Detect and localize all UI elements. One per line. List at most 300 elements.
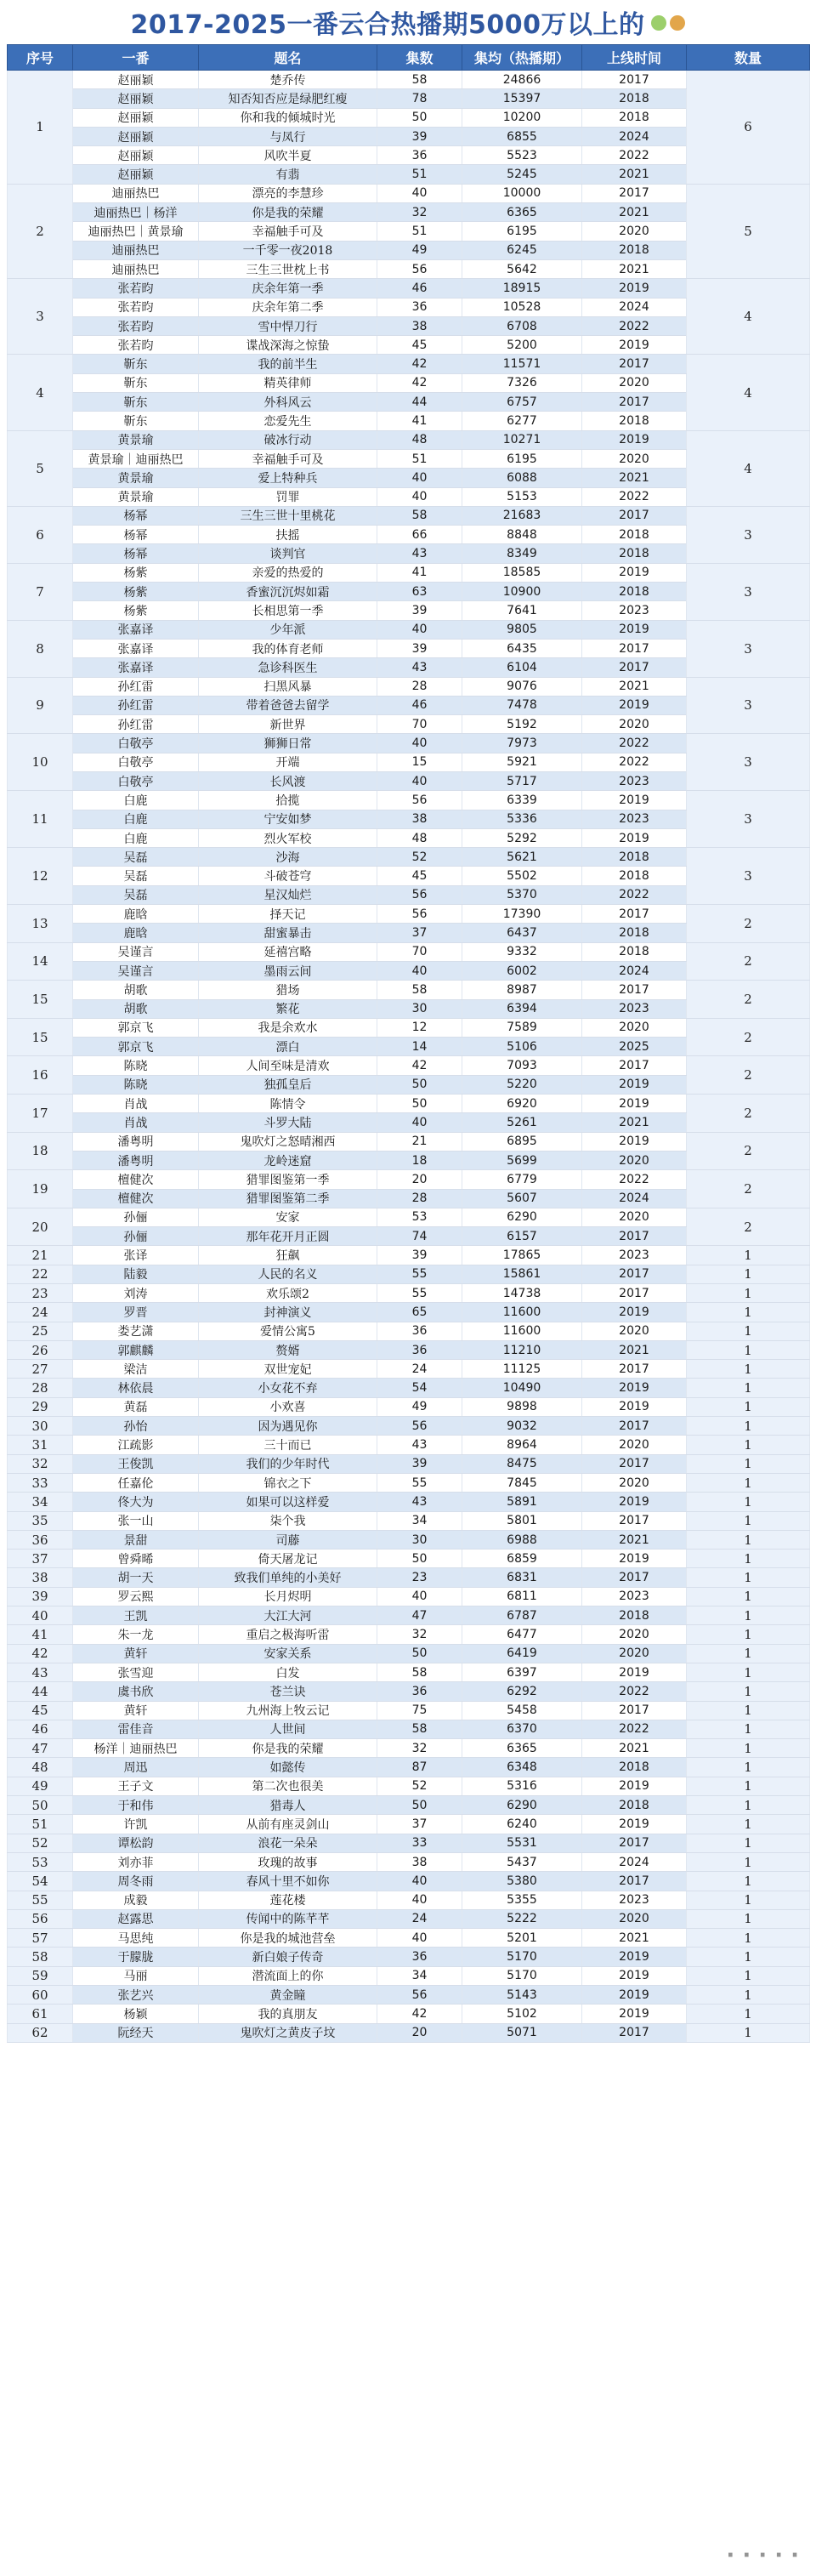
avg-cell: 6920 <box>462 1095 582 1113</box>
avg-cell: 5143 <box>462 1985 582 2004</box>
drama-cell: 幸福触手可及 <box>199 449 377 468</box>
table-row <box>8 430 810 449</box>
table-row <box>8 1587 810 1606</box>
lead-cell: 胡歌 <box>73 999 199 1018</box>
episodes-cell: 52 <box>377 848 462 867</box>
year-cell: 2019 <box>582 1966 687 1985</box>
episodes-cell: 56 <box>377 791 462 810</box>
year-cell: 2017 <box>582 639 687 657</box>
episodes-cell: 41 <box>377 412 462 430</box>
lead-cell: 马丽 <box>73 1966 199 1985</box>
episodes-cell: 58 <box>377 1720 462 1738</box>
avg-cell: 6437 <box>462 924 582 942</box>
table-row <box>8 2005 810 2023</box>
lead-cell: 靳东 <box>73 373 199 392</box>
episodes-cell: 28 <box>377 1189 462 1208</box>
count-cell: 4 <box>687 279 810 355</box>
drama-cell: 玫瑰的故事 <box>199 1852 377 1871</box>
episodes-cell: 47 <box>377 1606 462 1625</box>
year-cell: 2018 <box>582 544 687 563</box>
lead-cell: 白敬亭 <box>73 734 199 753</box>
lead-cell: 赵丽颖 <box>73 165 199 184</box>
lead-cell: 赵丽颖 <box>73 89 199 108</box>
year-cell: 2018 <box>582 1606 687 1625</box>
table-row <box>8 1834 810 1852</box>
drama-cell: 安家关系 <box>199 1644 377 1663</box>
drama-cell: 潜流面上的你 <box>199 1966 377 1985</box>
episodes-cell: 51 <box>377 222 462 241</box>
drama-cell: 星汉灿烂 <box>199 885 377 904</box>
avg-cell: 6348 <box>462 1758 582 1777</box>
count-cell: 1 <box>687 1511 810 1530</box>
lead-cell: 张若昀 <box>73 279 199 298</box>
rank-cell: 23 <box>8 1284 73 1303</box>
drama-cell: 鬼吹灯之黄皮子坟 <box>199 2023 377 2042</box>
year-cell: 2020 <box>582 1018 687 1037</box>
episodes-cell: 50 <box>377 1796 462 1815</box>
rank-cell: 1 <box>8 71 73 185</box>
lead-cell: 陈晓 <box>73 1075 199 1094</box>
episodes-cell: 65 <box>377 1303 462 1322</box>
avg-cell: 8964 <box>462 1436 582 1454</box>
table-row <box>8 791 810 810</box>
rank-cell: 25 <box>8 1322 73 1340</box>
avg-cell: 5502 <box>462 867 582 885</box>
rank-cell: 11 <box>8 791 73 848</box>
count-cell: 1 <box>687 1550 810 1568</box>
drama-cell: 漂亮的李慧珍 <box>199 184 377 202</box>
rank-cell: 12 <box>8 848 73 905</box>
avg-cell: 6811 <box>462 1587 582 1606</box>
rank-cell: 28 <box>8 1379 73 1397</box>
avg-cell: 5200 <box>462 336 582 355</box>
avg-cell: 5621 <box>462 848 582 867</box>
avg-cell: 6292 <box>462 1682 582 1701</box>
episodes-cell: 50 <box>377 1644 462 1663</box>
episodes-cell: 70 <box>377 715 462 734</box>
avg-cell: 7093 <box>462 1056 582 1075</box>
drama-cell: 香蜜沉沉烬如霜 <box>199 583 377 601</box>
rank-cell: 21 <box>8 1246 73 1265</box>
lead-cell: 赵丽颖 <box>73 127 199 145</box>
episodes-cell: 28 <box>377 677 462 696</box>
drama-cell: 新白娘子传奇 <box>199 1948 377 1966</box>
episodes-cell: 39 <box>377 601 462 620</box>
avg-cell: 11600 <box>462 1322 582 1340</box>
episodes-cell: 52 <box>377 1777 462 1795</box>
table-row <box>8 355 810 373</box>
avg-cell: 9805 <box>462 620 582 639</box>
drama-cell: 繁花 <box>199 999 377 1018</box>
lead-cell: 王凯 <box>73 1606 199 1625</box>
episodes-cell: 40 <box>377 487 462 506</box>
count-cell: 3 <box>687 506 810 563</box>
drama-cell: 猎场 <box>199 981 377 999</box>
table-row <box>8 1284 810 1303</box>
lead-cell: 曾舜晞 <box>73 1550 199 1568</box>
drama-cell: 我的体育老师 <box>199 639 377 657</box>
lead-cell: 黄景瑜 <box>73 430 199 449</box>
drama-cell: 双世宠妃 <box>199 1360 377 1379</box>
avg-cell: 6435 <box>462 639 582 657</box>
lead-cell: 王俊凯 <box>73 1454 199 1473</box>
episodes-cell: 56 <box>377 885 462 904</box>
episodes-cell: 40 <box>377 620 462 639</box>
rank-cell: 38 <box>8 1568 73 1587</box>
avg-cell: 5891 <box>462 1493 582 1511</box>
avg-cell: 24866 <box>462 71 582 89</box>
drama-cell: 你是我的荣耀 <box>199 1739 377 1758</box>
year-cell: 2019 <box>582 1132 687 1151</box>
avg-cell: 15397 <box>462 89 582 108</box>
avg-cell: 6290 <box>462 1208 582 1226</box>
year-cell: 2022 <box>582 1682 687 1701</box>
episodes-cell: 20 <box>377 2023 462 2042</box>
rank-cell: 22 <box>8 1265 73 1283</box>
avg-cell: 9898 <box>462 1397 582 1416</box>
drama-cell: 谈判官 <box>199 544 377 563</box>
rank-cell: 59 <box>8 1966 73 1985</box>
episodes-cell: 66 <box>377 526 462 544</box>
count-cell: 2 <box>687 1095 810 1133</box>
count-cell: 1 <box>687 1284 810 1303</box>
episodes-cell: 37 <box>377 1815 462 1834</box>
table-row <box>8 1056 810 1075</box>
episodes-cell: 40 <box>377 734 462 753</box>
rank-cell: 30 <box>8 1417 73 1436</box>
rank-cell: 15 <box>8 981 73 1019</box>
lead-cell: 谭松韵 <box>73 1834 199 1852</box>
year-cell: 2022 <box>582 146 687 165</box>
drama-cell: 扶摇 <box>199 526 377 544</box>
drama-cell: 白发 <box>199 1663 377 1681</box>
drama-cell: 猎罪图鉴第一季 <box>199 1170 377 1189</box>
count-cell: 2 <box>687 981 810 1019</box>
year-cell: 2024 <box>582 961 687 980</box>
rank-cell: 27 <box>8 1360 73 1379</box>
rank-cell: 55 <box>8 1891 73 1909</box>
lead-cell: 杨紫 <box>73 583 199 601</box>
count-cell: 3 <box>687 620 810 677</box>
episodes-cell: 44 <box>377 393 462 412</box>
lead-cell: 吴谨言 <box>73 942 199 961</box>
year-cell: 2023 <box>582 1891 687 1909</box>
count-cell: 6 <box>687 71 810 185</box>
rank-cell: 50 <box>8 1796 73 1815</box>
count-cell: 2 <box>687 1132 810 1170</box>
lead-cell: 郭麒麟 <box>73 1340 199 1359</box>
drama-cell: 狮狮日常 <box>199 734 377 753</box>
drama-cell: 庆余年第一季 <box>199 279 377 298</box>
avg-cell: 5921 <box>462 753 582 771</box>
year-cell: 2020 <box>582 1436 687 1454</box>
rank-cell: 14 <box>8 942 73 981</box>
lead-cell: 赵丽颖 <box>73 108 199 127</box>
drama-cell: 斗破苍穹 <box>199 867 377 885</box>
year-cell: 2017 <box>582 1568 687 1587</box>
avg-cell: 21683 <box>462 506 582 525</box>
drama-cell: 甜蜜暴击 <box>199 924 377 942</box>
count-cell: 1 <box>687 1985 810 2004</box>
drama-cell: 狂飙 <box>199 1246 377 1265</box>
drama-cell: 第二次也很美 <box>199 1777 377 1795</box>
episodes-cell: 45 <box>377 867 462 885</box>
episodes-cell: 30 <box>377 1530 462 1549</box>
drama-cell: 猎罪图鉴第二季 <box>199 1189 377 1208</box>
drama-cell: 致我们单纯的小美好 <box>199 1568 377 1587</box>
drama-cell: 长月烬明 <box>199 1587 377 1606</box>
episodes-cell: 43 <box>377 544 462 563</box>
year-cell: 2022 <box>582 734 687 753</box>
avg-cell: 14738 <box>462 1284 582 1303</box>
lead-cell: 杨洋｜迪丽热巴 <box>73 1739 199 1758</box>
avg-cell: 6831 <box>462 1568 582 1587</box>
drama-cell: 三十而已 <box>199 1436 377 1454</box>
avg-cell: 5523 <box>462 146 582 165</box>
year-cell: 2020 <box>582 1909 687 1928</box>
episodes-cell: 36 <box>377 298 462 316</box>
episodes-cell: 40 <box>377 1587 462 1606</box>
drama-cell: 庆余年第二季 <box>199 298 377 316</box>
lead-cell: 任嘉伦 <box>73 1473 199 1492</box>
count-cell: 1 <box>687 1948 810 1966</box>
avg-cell: 11210 <box>462 1340 582 1359</box>
episodes-cell: 15 <box>377 753 462 771</box>
table-row <box>8 1985 810 2004</box>
lead-cell: 吴磊 <box>73 885 199 904</box>
watermark: · · · · · <box>726 2543 799 2568</box>
lead-cell: 白鹿 <box>73 828 199 847</box>
year-cell: 2023 <box>582 601 687 620</box>
avg-cell: 5316 <box>462 1777 582 1795</box>
lead-cell: 潘粤明 <box>73 1151 199 1169</box>
drama-cell: 陈情令 <box>199 1095 377 1113</box>
episodes-cell: 51 <box>377 165 462 184</box>
rank-cell: 8 <box>8 620 73 677</box>
table-row <box>8 1701 810 1720</box>
table-row <box>8 1550 810 1568</box>
drama-cell: 我们的少年时代 <box>199 1454 377 1473</box>
episodes-cell: 40 <box>377 184 462 202</box>
year-cell: 2017 <box>582 1417 687 1436</box>
drama-cell: 那年花开月正圆 <box>199 1227 377 1246</box>
drama-cell: 外科风云 <box>199 393 377 412</box>
year-cell: 2024 <box>582 1189 687 1208</box>
episodes-cell: 43 <box>377 1493 462 1511</box>
avg-cell: 6787 <box>462 1606 582 1625</box>
table-row <box>8 1891 810 1909</box>
lead-cell: 孙红雷 <box>73 715 199 734</box>
drama-cell: 赘婿 <box>199 1340 377 1359</box>
year-cell: 2017 <box>582 658 687 677</box>
rank-cell: 60 <box>8 1985 73 2004</box>
table-row <box>8 1018 810 1037</box>
drama-cell: 开端 <box>199 753 377 771</box>
drama-cell: 精英律师 <box>199 373 377 392</box>
avg-cell: 5102 <box>462 2005 582 2023</box>
year-cell: 2022 <box>582 1720 687 1738</box>
lead-cell: 潘粤明 <box>73 1132 199 1151</box>
drama-cell: 春风十里不如你 <box>199 1872 377 1891</box>
count-cell: 1 <box>687 1417 810 1436</box>
lead-cell: 林依晨 <box>73 1379 199 1397</box>
rank-cell: 31 <box>8 1436 73 1454</box>
episodes-cell: 36 <box>377 1948 462 1966</box>
count-cell: 4 <box>687 430 810 506</box>
rank-cell: 2 <box>8 184 73 278</box>
episodes-cell: 23 <box>377 1568 462 1587</box>
episodes-cell: 36 <box>377 1682 462 1701</box>
year-cell: 2018 <box>582 89 687 108</box>
episodes-cell: 39 <box>377 1246 462 1265</box>
count-cell: 1 <box>687 1739 810 1758</box>
year-cell: 2023 <box>582 999 687 1018</box>
episodes-cell: 70 <box>377 942 462 961</box>
drama-cell: 延禧宫略 <box>199 942 377 961</box>
lead-cell: 白鹿 <box>73 810 199 828</box>
avg-cell: 5201 <box>462 1929 582 1948</box>
rank-cell: 52 <box>8 1834 73 1852</box>
avg-cell: 7973 <box>462 734 582 753</box>
drama-cell: 三生三世十里桃花 <box>199 506 377 525</box>
lead-cell: 虞书欣 <box>73 1682 199 1701</box>
lead-cell: 张艺兴 <box>73 1985 199 2004</box>
episodes-cell: 21 <box>377 1132 462 1151</box>
year-cell: 2020 <box>582 1644 687 1663</box>
avg-cell: 6088 <box>462 469 582 487</box>
lead-cell: 黄轩 <box>73 1701 199 1720</box>
table-row <box>8 677 810 696</box>
year-cell: 2024 <box>582 127 687 145</box>
rank-cell: 24 <box>8 1303 73 1322</box>
count-cell: 1 <box>687 1701 810 1720</box>
avg-cell: 5380 <box>462 1872 582 1891</box>
year-cell: 2019 <box>582 1303 687 1322</box>
year-cell: 2019 <box>582 828 687 847</box>
avg-cell: 5106 <box>462 1038 582 1056</box>
avg-cell: 5458 <box>462 1701 582 1720</box>
avg-cell: 6370 <box>462 1720 582 1738</box>
year-cell: 2017 <box>582 981 687 999</box>
rank-cell: 6 <box>8 506 73 563</box>
rank-cell: 43 <box>8 1663 73 1681</box>
table-row <box>8 734 810 753</box>
count-cell: 1 <box>687 1815 810 1834</box>
year-cell: 2023 <box>582 1587 687 1606</box>
year-cell: 2017 <box>582 1511 687 1530</box>
avg-cell: 6477 <box>462 1625 582 1644</box>
episodes-cell: 34 <box>377 1511 462 1530</box>
year-cell: 2019 <box>582 1379 687 1397</box>
count-cell: 2 <box>687 905 810 943</box>
drama-cell: 人世间 <box>199 1720 377 1738</box>
count-cell: 1 <box>687 1379 810 1397</box>
table-row <box>8 1777 810 1795</box>
rank-cell: 29 <box>8 1397 73 1416</box>
rank-cell: 17 <box>8 1095 73 1133</box>
table-row <box>8 1417 810 1436</box>
drama-cell: 少年派 <box>199 620 377 639</box>
year-cell: 2017 <box>582 905 687 924</box>
lead-cell: 于和伟 <box>73 1796 199 1815</box>
avg-cell: 5222 <box>462 1909 582 1928</box>
avg-cell: 11125 <box>462 1360 582 1379</box>
lead-cell: 周冬雨 <box>73 1872 199 1891</box>
table-row <box>8 1644 810 1663</box>
table-row <box>8 1606 810 1625</box>
lead-cell: 黄磊 <box>73 1397 199 1416</box>
avg-cell: 7641 <box>462 601 582 620</box>
episodes-cell: 75 <box>377 1701 462 1720</box>
count-cell: 1 <box>687 1397 810 1416</box>
lead-cell: 江疏影 <box>73 1436 199 1454</box>
episodes-cell: 30 <box>377 999 462 1018</box>
drama-cell: 封神演义 <box>199 1303 377 1322</box>
table-row <box>8 1758 810 1777</box>
drama-cell: 知否知否应是绿肥红瘦 <box>199 89 377 108</box>
episodes-cell: 42 <box>377 2005 462 2023</box>
episodes-cell: 78 <box>377 89 462 108</box>
year-cell: 2020 <box>582 1625 687 1644</box>
avg-cell: 9332 <box>462 942 582 961</box>
count-cell: 1 <box>687 1246 810 1265</box>
table-row <box>8 71 810 89</box>
episodes-cell: 20 <box>377 1170 462 1189</box>
episodes-cell: 50 <box>377 1075 462 1094</box>
episodes-cell: 42 <box>377 355 462 373</box>
lead-cell: 成毅 <box>73 1891 199 1909</box>
table-row <box>8 1473 810 1492</box>
lead-cell: 杨紫 <box>73 601 199 620</box>
rank-cell: 46 <box>8 1720 73 1738</box>
lead-cell: 罗云熙 <box>73 1587 199 1606</box>
lead-cell: 白敬亭 <box>73 753 199 771</box>
drama-cell: 你是我的城池营垒 <box>199 1929 377 1948</box>
avg-cell: 11571 <box>462 355 582 373</box>
episodes-cell: 40 <box>377 1929 462 1948</box>
header-avg: 集均（热播期） <box>462 45 582 71</box>
drama-cell: 爱上特种兵 <box>199 469 377 487</box>
table-row <box>8 1265 810 1283</box>
rank-cell: 26 <box>8 1340 73 1359</box>
drama-cell: 雪中悍刀行 <box>199 316 377 335</box>
avg-cell: 6895 <box>462 1132 582 1151</box>
table-row <box>8 1132 810 1151</box>
year-cell: 2017 <box>582 1701 687 1720</box>
year-cell: 2019 <box>582 336 687 355</box>
year-cell: 2019 <box>582 279 687 298</box>
drama-cell: 独孤皇后 <box>199 1075 377 1094</box>
year-cell: 2021 <box>582 1929 687 1948</box>
year-cell: 2022 <box>582 487 687 506</box>
lead-cell: 迪丽热巴 <box>73 184 199 202</box>
table-row <box>8 1095 810 1113</box>
rank-cell: 54 <box>8 1872 73 1891</box>
count-cell: 1 <box>687 1644 810 1663</box>
table-row <box>8 1379 810 1397</box>
count-cell: 1 <box>687 1758 810 1777</box>
drama-cell: 苍兰诀 <box>199 1682 377 1701</box>
lead-cell: 胡一天 <box>73 1568 199 1587</box>
count-cell: 1 <box>687 1682 810 1701</box>
avg-cell: 10271 <box>462 430 582 449</box>
decor-icons <box>651 12 685 33</box>
lead-cell: 白敬亭 <box>73 771 199 790</box>
avg-cell: 5717 <box>462 771 582 790</box>
avg-cell: 5192 <box>462 715 582 734</box>
lead-cell: 孙红雷 <box>73 696 199 714</box>
drama-cell: 锦衣之下 <box>199 1473 377 1492</box>
